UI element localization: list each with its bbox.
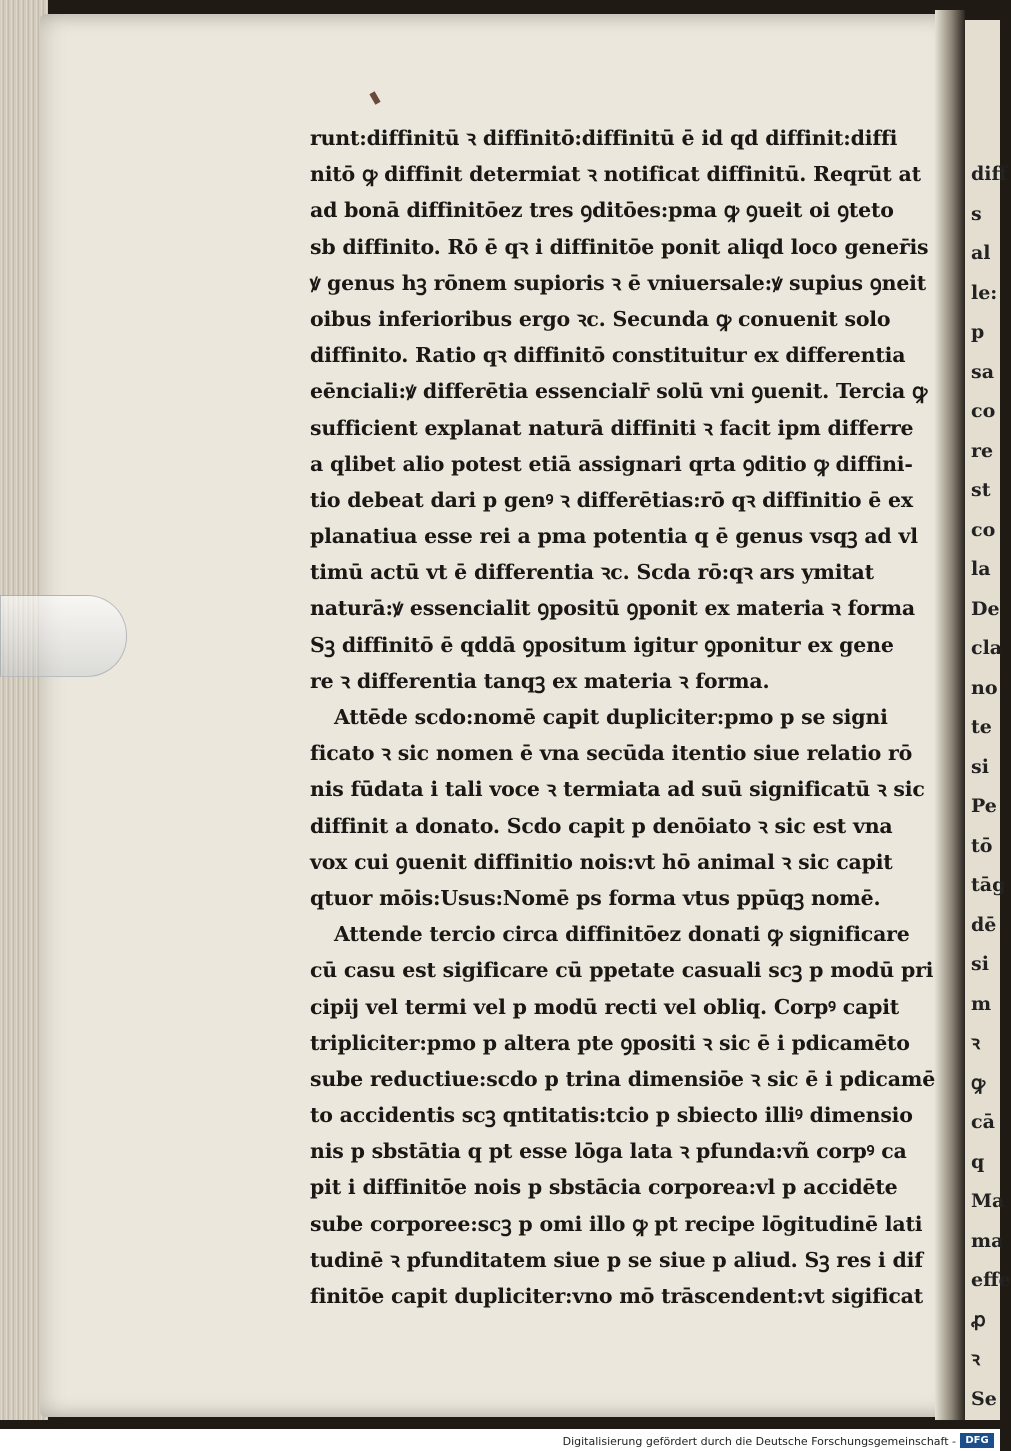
facing-page-fragment: Ma [971, 1190, 1005, 1212]
text-line: nis p sbstātia q pt esse lōga lata ꝛ pfunda:vñ corpꝰ ca [310, 1139, 907, 1164]
facing-page-fragment: p [971, 321, 985, 343]
text-line: vox cui ꝯuenit diffinitio nois:vt hō animal ꝛ sic capit [310, 849, 893, 874]
facing-page-fragment: s [971, 202, 982, 225]
text-line: ꝟ genus hꝫ rōnem supioris ꝛ ē vniuersale:ꝟ supius ꝯneit [310, 270, 927, 295]
text-line: cū casu est sigificare cū ppetate casuali scꝫ p modū pri [310, 958, 934, 983]
text-line: pit i diffinitōe nois p sbstācia corporea:vl p accidēte [310, 1175, 898, 1200]
facing-page-fragment: sa [971, 360, 995, 383]
facing-page-fragment: diff [971, 163, 1008, 185]
facing-page-fragment: q [971, 1150, 985, 1173]
facing-page-fragment: ma [971, 1229, 1004, 1252]
text-line: Sꝫ diffinitō ē qddā ꝯpositum igitur ꝯponitur ex gene [310, 632, 894, 657]
text-line: timū actū vt ē differentia ꝛc. Scda rō:qꝛ ars ymitat [310, 560, 874, 585]
facing-page-fragment: effe [971, 1269, 1011, 1291]
text-line: a qlibet alio potest etiā assignari qrta ꝯditio ꝙ diffini- [310, 451, 913, 476]
book-gutter [935, 10, 965, 1420]
text-line: oibus inferioribus ergo ꝛc. Secunda ꝙ conuenit solo [310, 306, 891, 331]
facing-page-fragment: Pe [971, 795, 997, 817]
facing-page-fragment: tō [971, 834, 993, 857]
facing-page-fragment: tāg [971, 874, 1006, 896]
text-line: qtuor mōis:Usus:Nomē ps forma vtus ppūqꝫ nomē. [310, 885, 881, 910]
facing-page-edge [965, 20, 1011, 1420]
facing-page-fragment: st [971, 479, 991, 501]
text-line: naturā:ꝟ essencialit ꝯpositū ꝯponit ex materia ꝛ forma [310, 596, 915, 621]
text-line: sb diffinito. Rō ē qꝛ i diffinitōe ponit aliqd loco gener̄is [310, 234, 929, 259]
facing-page-fragment: co [971, 400, 996, 422]
facing-page-fragment: ꝛ [971, 1032, 981, 1054]
text-line: runt:diffinitū ꝛ diffinitō:diffinitū ē id qd diffinit:diffi [310, 126, 898, 150]
facing-page-fragment: si [971, 953, 989, 975]
facing-page-fragment: co [971, 518, 996, 541]
facing-page-fragment: ꝛ [971, 1348, 981, 1370]
text-line: tripliciter:pmo p altera pte ꝯpositi ꝛ sic ē i pdicamēto [310, 1030, 910, 1055]
text-line: nis fūdata i tali voce ꝛ termiata ad suū significatū ꝛ sic [310, 777, 925, 802]
text-line: Attende tercio circa diffinitōez donati ꝙ significare [334, 922, 910, 947]
facing-page-fragment: no [971, 676, 998, 699]
facing-page-fragment: cla [971, 637, 1003, 659]
text-line: diffinito. Ratio qꝛ diffinitō constituitur ex differentia [310, 343, 906, 368]
page-clip [0, 595, 127, 677]
text-line: ficato ꝛ sic nomen ē vna secūda itentio siue relatio rō [310, 741, 913, 766]
digitization-credit: Digitalisierung gefördert durch die Deutsche Forschungsgemeinschaft - [562, 1435, 956, 1448]
facing-page-fragment: cā [971, 1111, 995, 1133]
facing-page-fragment: ꝙ [971, 1071, 986, 1094]
blackletter-text-block [310, 120, 936, 1314]
text-line: eēnciali:ꝟ differētia essencialr̄ solū vni ꝯuenit. Tercia ꝙ [310, 379, 928, 404]
text-line: finitōe capit dupliciter:vno mō trāscendent:vt sigificat [310, 1284, 923, 1308]
text-line: tio debeat dari p genꝰ ꝛ differētias:rō qꝛ diffinitio ē ex [310, 487, 913, 512]
text-line: sube corporee:scꝫ p omi illo ꝙ pt recipe lōgitudinē lati [310, 1211, 923, 1236]
text-line: sube reductiue:scdo p trina dimensiōe ꝛ sic ē i pdicamē [310, 1066, 936, 1091]
text-line: cipij vel termi vel p modū recti vel obliq. Corpꝰ capit [310, 994, 900, 1019]
facing-page-fragment: te [971, 716, 992, 738]
facing-page-fragment: m [971, 992, 992, 1015]
facing-page-fragment: le: [971, 281, 998, 304]
facing-page-fragment: la [971, 558, 991, 580]
text-line: diffinit a donato. Scdo capit p denōiato ꝛ sic est vna [310, 813, 893, 838]
facing-page-fragment: re [971, 439, 994, 462]
text-line: tudinē ꝛ pfunditatem siue p se siue p aliud. Sꝫ res i dif [310, 1247, 923, 1272]
facing-page-fragment: si [971, 755, 989, 778]
text-line: planatiua esse rei a pma potentia q ē genus vsqꝫ ad vl [310, 524, 918, 549]
dfg-logo: DFG [960, 1433, 994, 1448]
text-line: to accidentis scꝫ qntitatis:tcio p sbiecto illiꝰ dimensio [310, 1103, 913, 1128]
facing-page-fragment: De [971, 597, 1000, 620]
text-line: nitō ꝙ diffinit determiat ꝛ notificat diffinitū. Reqrūt at [310, 162, 921, 187]
footer-bar [0, 1429, 1000, 1451]
facing-page-text [965, 155, 1011, 1419]
text-line: sufficient explanat naturā diffiniti ꝛ facit ipm differre [310, 415, 914, 440]
facing-page-fragment: ꝓ [971, 1308, 986, 1331]
text-line: re ꝛ differentia tanqꝫ ex materia ꝛ forma. [310, 668, 770, 693]
facing-page-fragment: Se [971, 1387, 997, 1410]
facing-page-fragment: dē [971, 913, 997, 936]
text-line: Attēde scdo:nomē capit dupliciter:pmo p se signi [334, 705, 888, 729]
text-line: ad bonā diffinitōez tres ꝯditōes:pma ꝙ ꝯueit oi ꝯteto [310, 198, 894, 223]
facing-page-fragment: al [971, 242, 991, 264]
